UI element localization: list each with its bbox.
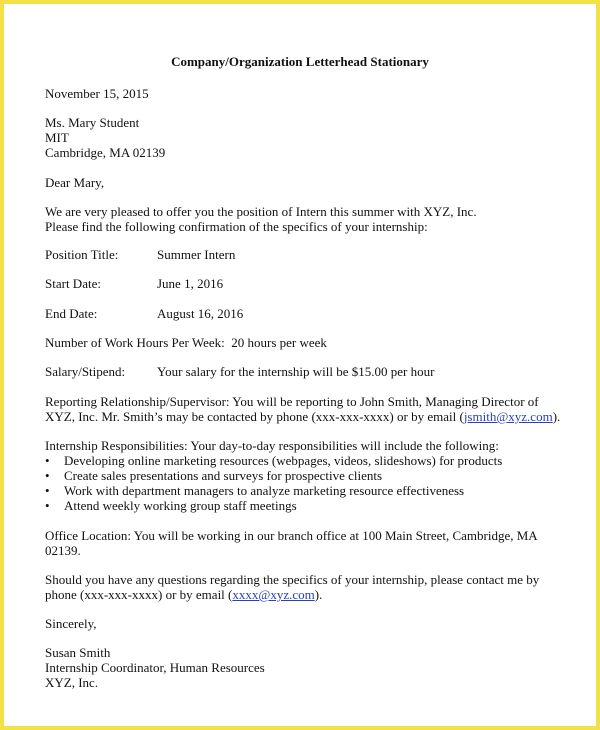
reporting-paragraph <box>45 394 565 424</box>
office-line-2: 02139. <box>45 543 81 558</box>
recipient-org: MIT <box>45 130 69 145</box>
supervisor-email-link[interactable]: jsmith@xyz.com <box>463 409 553 424</box>
recipient-address <box>45 115 565 160</box>
responsibilities-intro: Internship Responsibilities: Your day-to-day responsibilities will include the following: <box>45 438 499 453</box>
intro-line-1: We are very pleased to offer you the position of Intern this summer with XYZ, Inc. <box>45 204 477 219</box>
office-line-1: Office Location: You will be working in our branch office at 100 Main Street, Cambridge, MA <box>45 528 538 543</box>
reporting-line-2 <box>45 409 565 424</box>
questions-line-1: Should you have any questions regarding the specifics of your internship, please contact me by <box>45 572 540 587</box>
contact-email-link[interactable]: xxxx@xyz.com <box>232 587 315 602</box>
field-value: 20 hours per week <box>231 335 327 350</box>
questions-text-end: ). <box>314 587 323 602</box>
list-item: • Create sales presentations and surveys for prospective clients <box>45 468 565 483</box>
field-value: June 1, 2016 <box>157 276 224 291</box>
intro-paragraph <box>45 204 565 234</box>
salutation: Dear Mary, <box>45 175 105 190</box>
list-item: • Work with department managers to analyze marketing resource effectiveness <box>45 483 565 498</box>
recipient-name: Ms. Mary Student <box>45 115 140 130</box>
letter-date: November 15, 2015 <box>45 86 149 101</box>
signer-name: Susan Smith <box>45 645 111 660</box>
list-item: • Developing online marketing resources (webpages, videos, slideshows) for products <box>45 453 565 468</box>
field-label: Position Title: <box>45 247 119 262</box>
field-label: Number of Work Hours Per Week: <box>45 335 225 350</box>
field-value: Your salary for the internship will be $15.00 per hour <box>157 364 435 379</box>
letterhead-title: Company/Organization Letterhead Stationary <box>171 54 429 69</box>
responsibilities-section <box>45 438 565 513</box>
recipient-city: Cambridge, MA 02139 <box>45 145 166 160</box>
questions-paragraph <box>45 572 565 602</box>
field-label: Start Date: <box>45 276 101 291</box>
responsibilities-list <box>45 453 565 513</box>
reporting-text: XYZ, Inc. Mr. Smith’s may be contacted by phone (xxx-xxx-xxxx) or by email ( <box>45 409 464 424</box>
signer-company: XYZ, Inc. <box>45 675 99 690</box>
list-item: • Attend weekly working group staff meetings <box>45 498 565 513</box>
field-label: End Date: <box>45 306 98 321</box>
intro-line-2: Please find the following confirmation of the specifics of your internship: <box>45 219 428 234</box>
field-start-date <box>45 276 565 291</box>
signature-block <box>45 645 565 690</box>
questions-text: phone (xxx-xxx-xxxx) or by email ( <box>45 587 233 602</box>
letter-page <box>4 4 596 726</box>
field-salary <box>45 364 565 379</box>
field-value: Summer Intern <box>157 247 236 262</box>
reporting-text-end: ). <box>552 409 561 424</box>
field-value: August 16, 2016 <box>157 306 244 321</box>
closing: Sincerely, <box>45 616 97 631</box>
field-work-hours <box>45 335 565 350</box>
field-end-date <box>45 306 565 321</box>
signer-title: Internship Coordinator, Human Resources <box>45 660 265 675</box>
reporting-line-1: Reporting Relationship/Supervisor: You will be reporting to John Smith, Managing Director of <box>45 394 539 409</box>
field-label: Salary/Stipend: <box>45 364 126 379</box>
office-paragraph <box>45 528 565 558</box>
field-position <box>45 247 565 262</box>
questions-line-2 <box>45 587 565 602</box>
